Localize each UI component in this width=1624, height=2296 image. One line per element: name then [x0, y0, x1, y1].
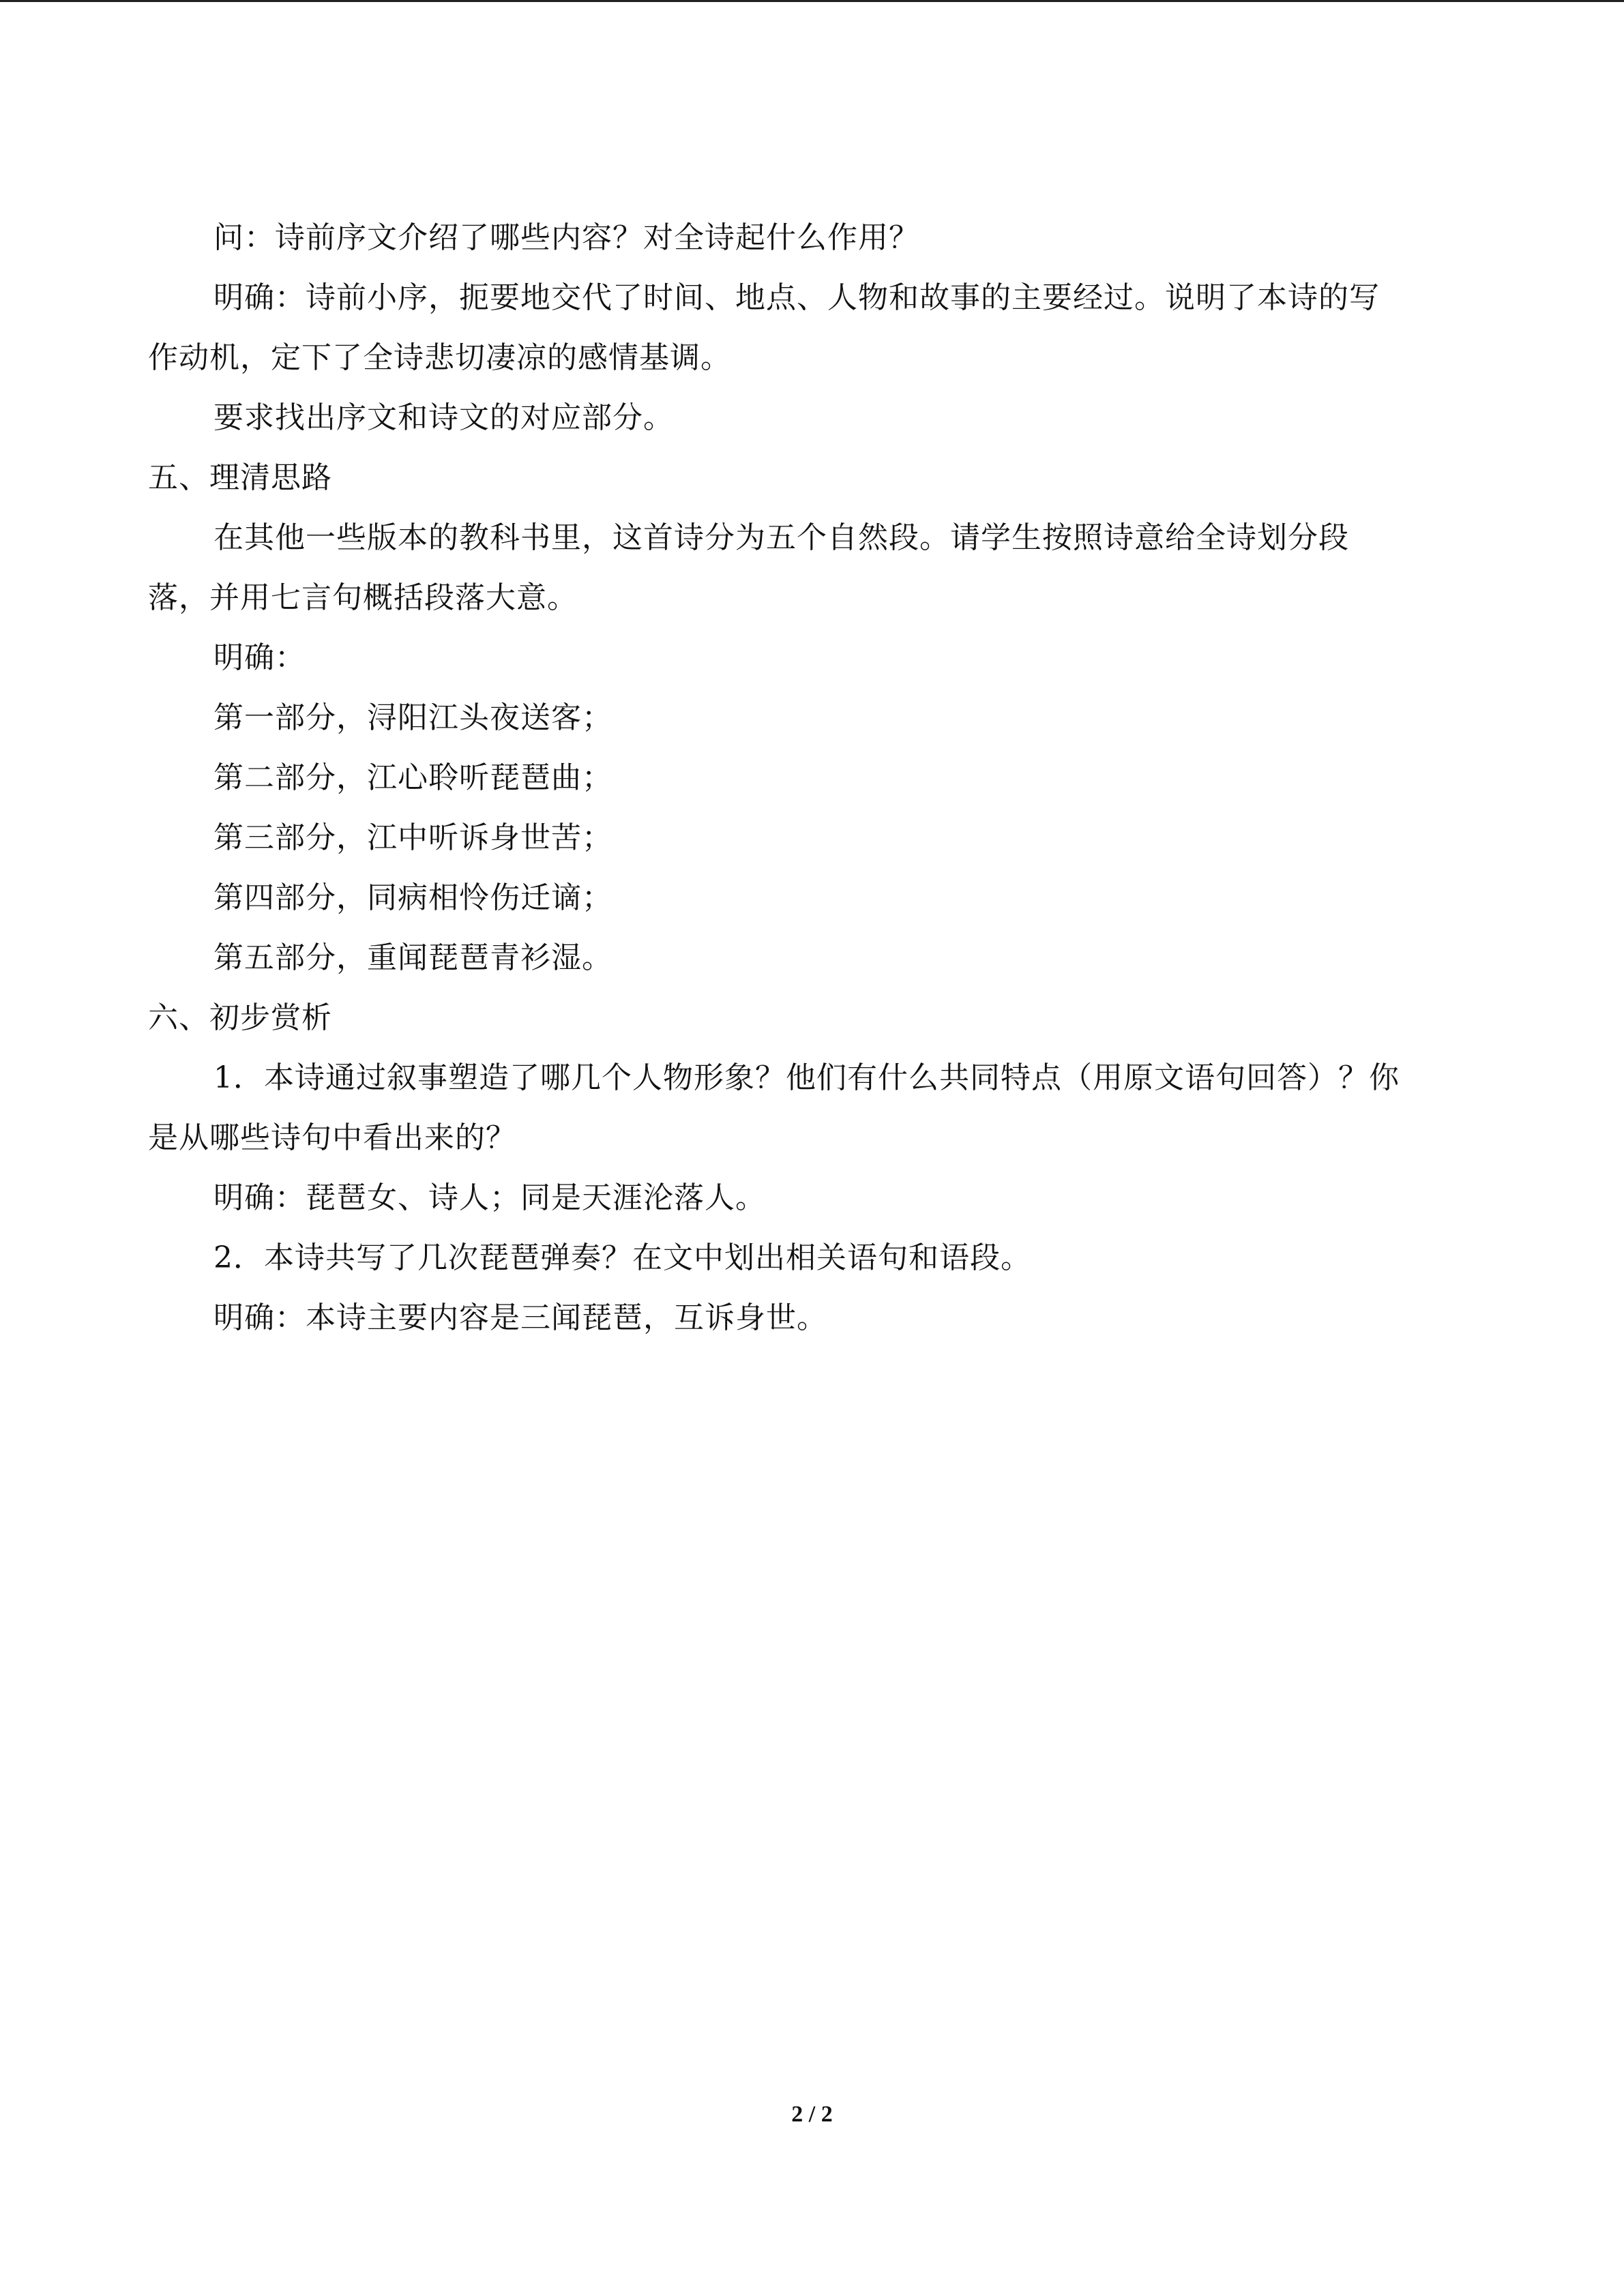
part-5: 第五部分，重闻琵琶青衫湿。 [213, 940, 612, 975]
answer-preface-line-1: 明确：诗前小序，扼要地交代了时间、地点、人物和故事的主要经过。说明了本诗的写 [213, 280, 1380, 315]
answer-1: 明确：琵琶女、诗人；同是天涯沦落人。 [213, 1180, 766, 1215]
answer-preface-line-2: 作动机，定下了全诗悲切凄凉的感情基调。 [148, 340, 731, 375]
section-5-paragraph-line-1: 在其他一些版本的教科书里，这首诗分为五个自然段。请学生按照诗意给全诗划分段 [213, 520, 1349, 555]
part-1: 第一部分，浔阳江头夜送客； [213, 700, 612, 735]
page-number: 2 / 2 [791, 2102, 833, 2127]
question-1-line-1: 1．本诗通过叙事塑造了哪几个人物形象？他们有什么共同特点（用原文语句回答）？你 [213, 1060, 1400, 1095]
document-body [148, 208, 1485, 1348]
answer-label: 明确： [213, 640, 306, 675]
question-1-line-2: 是从哪些诗句中看出来的？ [148, 1120, 516, 1155]
answer-2: 明确：本诗主要内容是三闻琵琶，互诉身世。 [213, 1300, 827, 1335]
question-preface: 问：诗前序文介绍了哪些内容？对全诗起什么作用？ [213, 220, 919, 255]
section-heading-5: 五、理清思路 [148, 460, 332, 495]
top-border [0, 0, 1624, 2]
section-heading-6: 六、初步赏析 [148, 1000, 332, 1035]
part-4: 第四部分，同病相怜伤迁谪； [213, 880, 612, 915]
section-5-paragraph-line-2: 落，并用七言句概括段落大意。 [148, 580, 578, 615]
question-2: 2．本诗共写了几次琵琶弹奏？在文中划出相关语句和语段。 [213, 1240, 1031, 1275]
instruction-find-correspondence: 要求找出序文和诗文的对应部分。 [213, 400, 674, 435]
part-3: 第三部分，江中听诉身世苦； [213, 820, 612, 855]
part-2: 第二部分，江心聆听琵琶曲； [213, 760, 612, 795]
